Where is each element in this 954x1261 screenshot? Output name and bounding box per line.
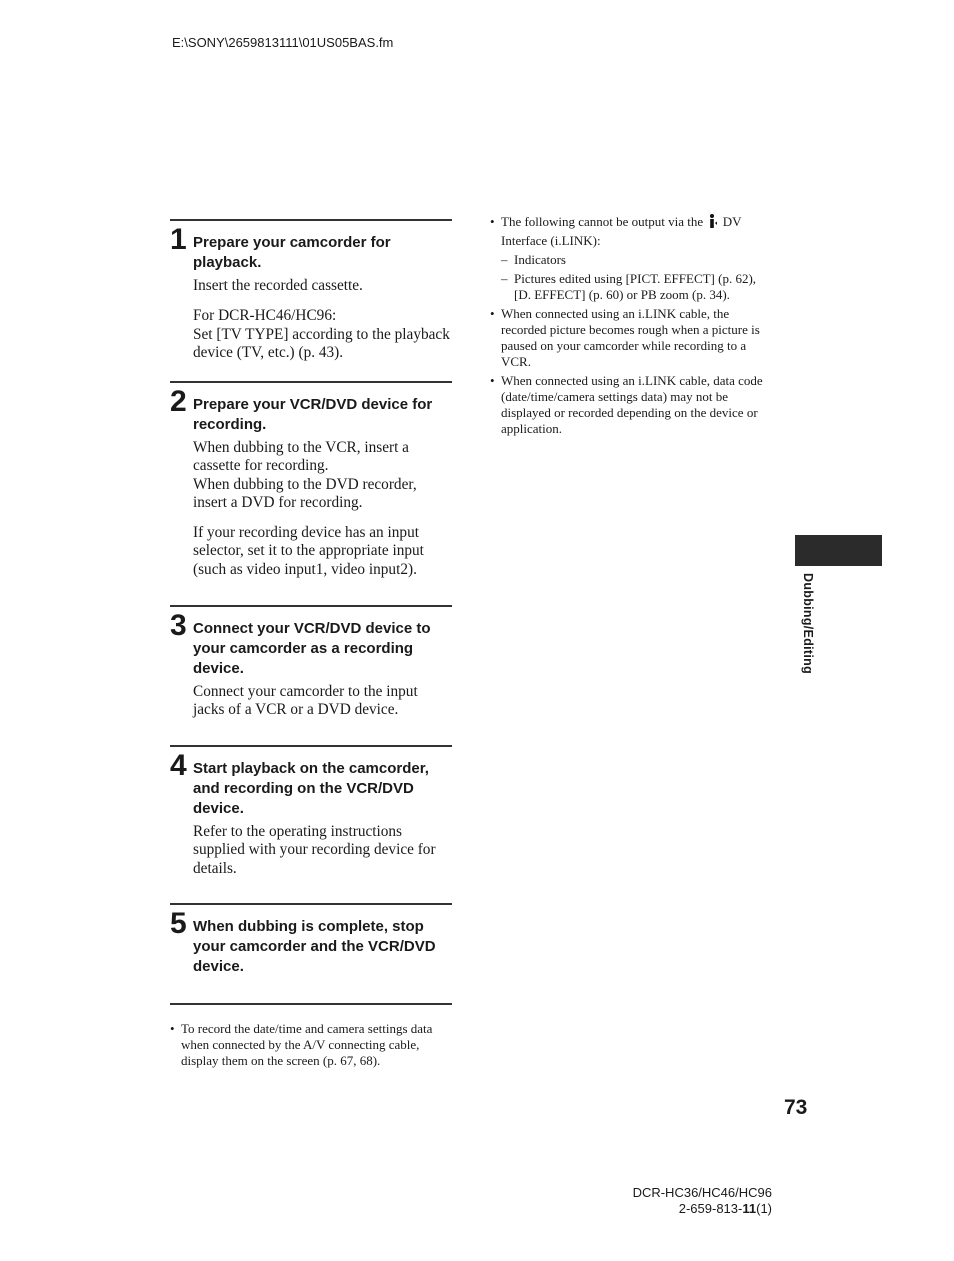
note-item: [490, 214, 772, 303]
note-text: DV Interface (i.LINK):: [501, 214, 742, 248]
step-number: 2: [170, 385, 187, 418]
part-code-suffix: (1): [756, 1201, 772, 1216]
step-number: 3: [170, 609, 187, 642]
step-text: When dubbing to the VCR, insert a cassette for recording. When dubbing to the DVD recorder, insert a DVD for recording.: [193, 439, 417, 511]
part-code-bold: 11: [742, 1201, 757, 1216]
step-text: For DCR-HC46/HC96: Set [TV TYPE] according to the playback device (TV, etc.) (p. 43).: [193, 307, 450, 361]
step-text: Connect your camcorder to the input jacks of a VCR or a DVD device.: [193, 683, 418, 719]
step-title: Connect your VCR/DVD device to your camcorder as a recording device.: [193, 620, 431, 677]
step-1: [170, 219, 452, 362]
step-title: Prepare your VCR/DVD device for recording.: [193, 396, 433, 433]
ilink-icon: [708, 214, 717, 233]
note-text: The following cannot be output via the: [501, 214, 704, 229]
step-title: When dubbing is complete, stop your camcorder and the VCR/DVD device.: [193, 918, 436, 975]
note-item: • To record the date/time and camera settings data when connected by the A/V connecting cable, display them on the screen (p. 67, 68).: [170, 1021, 455, 1069]
sub-list: [501, 252, 772, 303]
step-text: Refer to the operating instructions supplied with your recording device for details.: [193, 823, 436, 877]
step-3: [170, 605, 452, 720]
sub-item: – Pictures edited using [PICT. EFFECT] (p. 62), [D. EFFECT] (p. 60) or PB zoom (p. 34).: [501, 271, 772, 303]
step-title: Prepare your camcorder for playback.: [193, 234, 391, 271]
step-number: 1: [170, 223, 187, 256]
left-notes: [170, 1021, 455, 1069]
note-item: • When connected using an i.LINK cable, the recorded picture becomes rough when a picture is paused on your camcorder while recording to a VCR.: [490, 306, 772, 370]
step-text: If your recording device has an input selector, set it to the appropriate input (such as video input1, video input2).: [193, 524, 424, 578]
step-2: [170, 381, 452, 579]
sub-item: – Indicators: [501, 252, 772, 268]
part-code-prefix: 2-659-813-: [678, 1201, 743, 1216]
step-number: 5: [170, 907, 187, 940]
page-number: 73: [784, 1096, 808, 1119]
step-4: [170, 745, 452, 878]
model-number: DCR-HC36/HC46/HC96: [632, 1185, 772, 1200]
right-notes: [490, 214, 772, 440]
step-text: Insert the recorded cassette.: [193, 277, 363, 294]
file-path: E:\SONY\2659813111\01US05BAS.fm: [172, 35, 394, 50]
section-label: Dubbing/Editing: [801, 573, 815, 675]
step-title: Start playback on the camcorder, and recording on the VCR/DVD device.: [193, 760, 429, 817]
step-5: [170, 903, 452, 977]
footer: [600, 1185, 772, 1217]
section-divider: [170, 1003, 452, 1005]
part-code: [600, 1201, 772, 1217]
note-item: • When connected using an i.LINK cable, data code (date/time/camera settings data) may not be displayed or recorded depending on the device or application.: [490, 373, 772, 437]
step-number: 4: [170, 749, 187, 782]
section-tab: [795, 535, 882, 566]
